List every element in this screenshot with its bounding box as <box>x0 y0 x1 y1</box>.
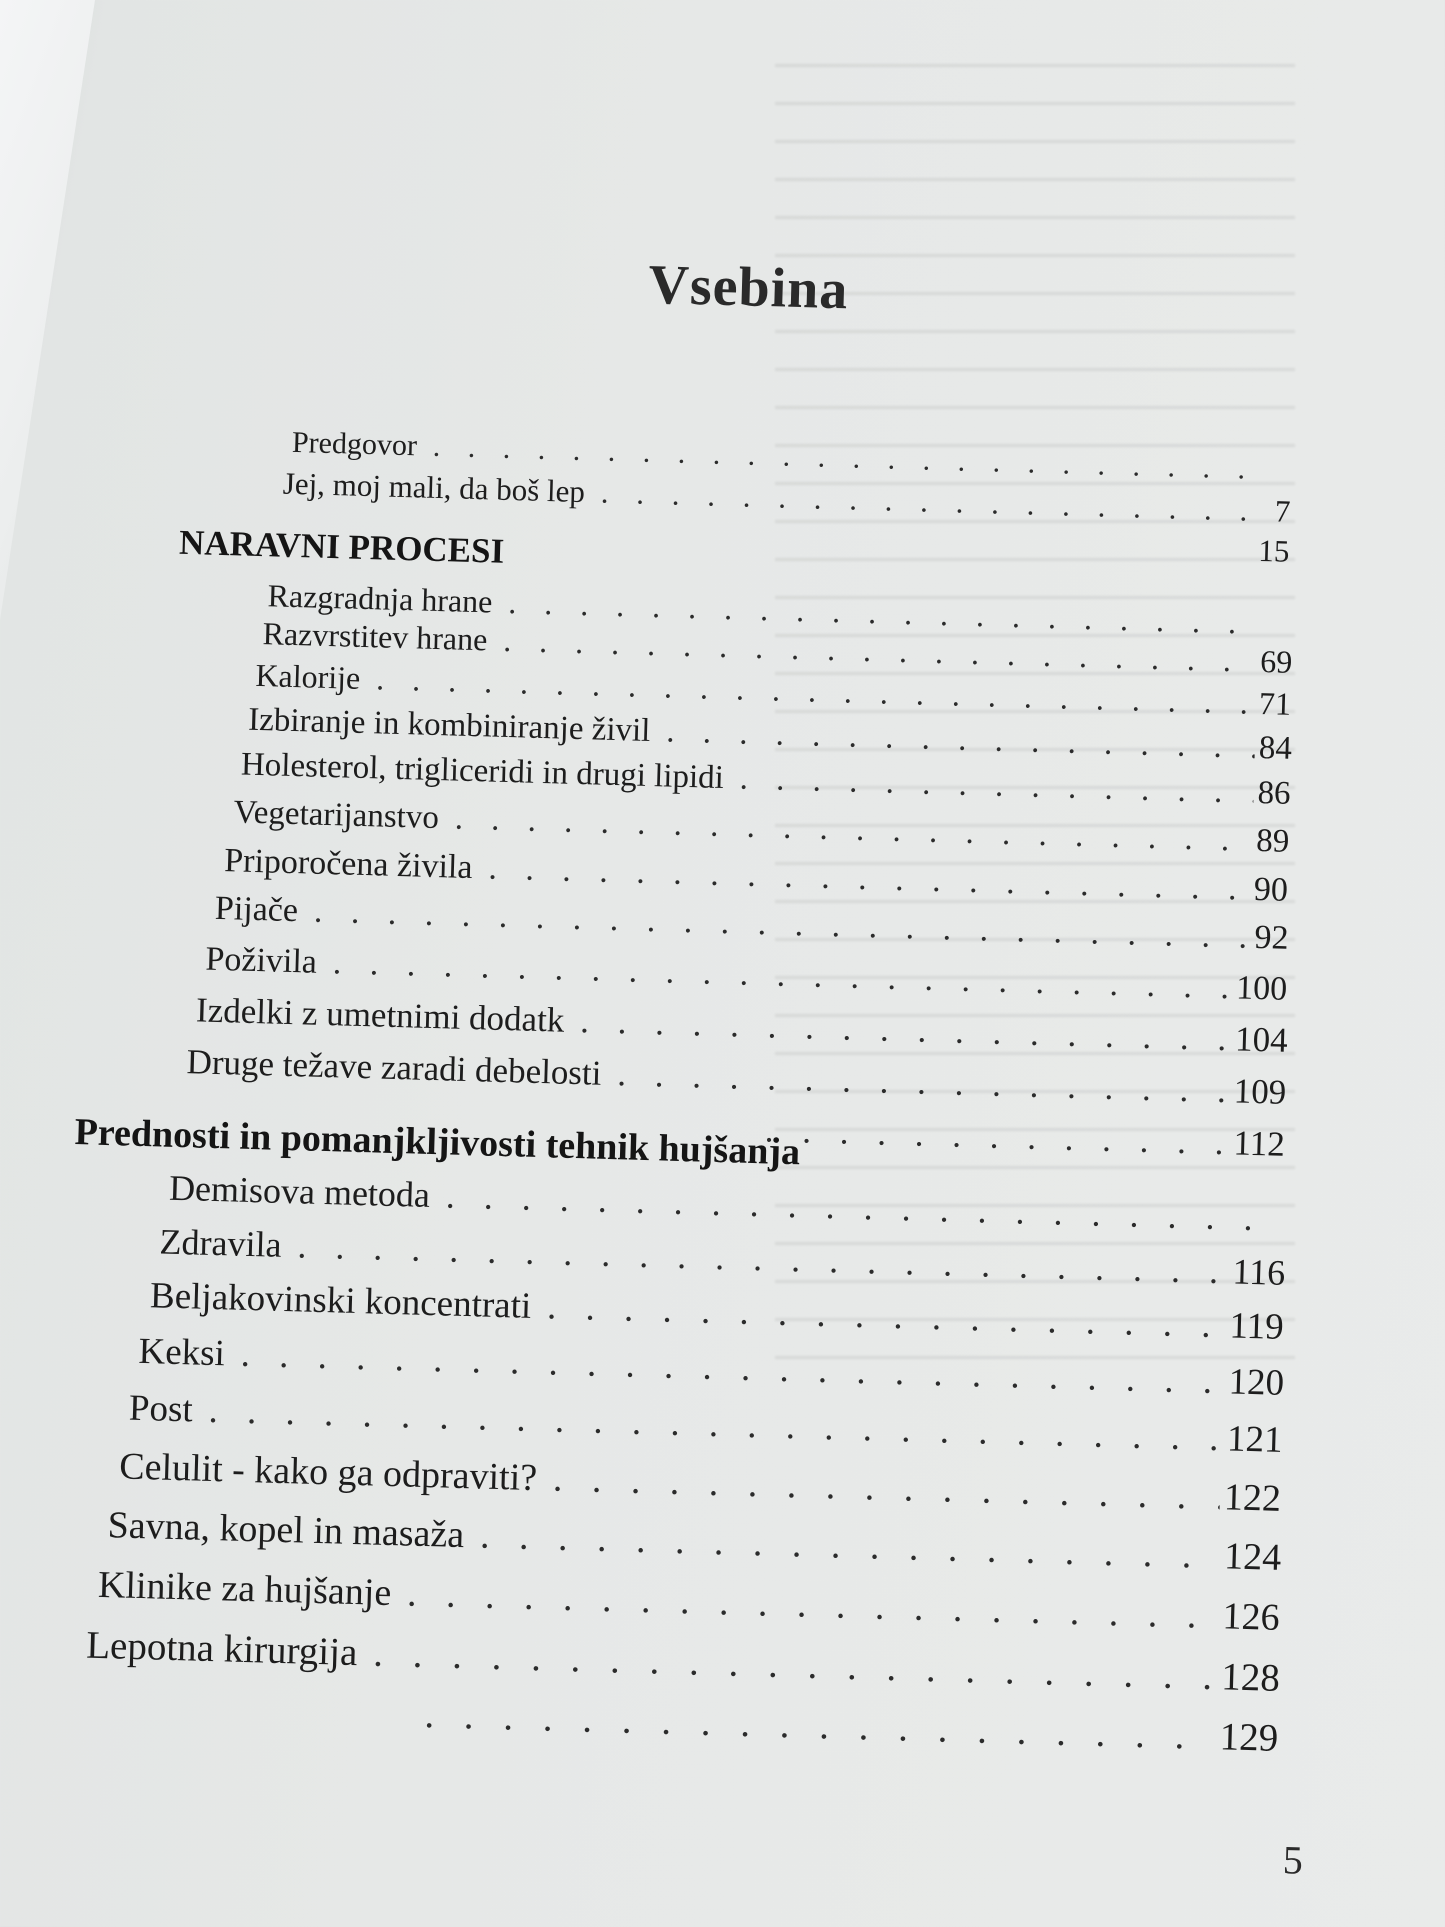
toc-entry-title: Savna, kopel in masaža <box>107 1504 465 1557</box>
toc-entry-title: Vegetarijanstvo <box>233 794 440 837</box>
toc-entry-page: 122 <box>1223 1476 1282 1520</box>
toc-entry-title: Keksi <box>137 1330 226 1375</box>
toc-entry-page: 112 <box>1233 1123 1286 1164</box>
toc-entry-title: Razvrstitev hrane <box>262 615 488 658</box>
toc-entry-title: Celulit - kako ga odpraviti? <box>118 1445 538 1500</box>
toc-leader-dots <box>480 1514 1221 1579</box>
toc-entry-page: 90 <box>1253 870 1289 909</box>
toc-entry-page: 89 <box>1255 822 1290 860</box>
toc-entry-page: 119 <box>1228 1305 1285 1348</box>
toc-leader-dots <box>240 1333 1225 1403</box>
toc-entry-page: 104 <box>1234 1019 1289 1060</box>
toc-entry-page <box>1252 1230 1286 1231</box>
toc-entry-page: 84 <box>1258 729 1293 767</box>
toc-entry-title: Klinike za hujšanje <box>97 1563 392 1615</box>
toc-leader-dots <box>666 713 1256 766</box>
toc-entry-page: 126 <box>1222 1595 1281 1639</box>
toc-leader-dots <box>445 1174 1253 1239</box>
toc-leader-dots <box>552 1457 1220 1520</box>
page-number: 5 <box>1282 1837 1304 1883</box>
toc-leader-dots <box>580 1001 1232 1059</box>
toc-entry-title: Jej, moj mali, da boš lep <box>282 465 586 510</box>
toc-entry-page: 109 <box>1233 1071 1287 1112</box>
toc-entry-title: Pijače <box>214 889 299 930</box>
toc-leader-dots <box>208 1389 1224 1460</box>
toc-entry-title: Priporočena živila <box>223 842 474 887</box>
toc-leader-dots <box>547 1285 1227 1347</box>
toc-entry-page: 100 <box>1235 969 1288 1008</box>
toc-leader-dots <box>764 1110 1230 1163</box>
toc-entry-title: Predgovor <box>291 425 418 463</box>
toc-entry-page: 121 <box>1226 1418 1284 1461</box>
toc-entry-title: Poživila <box>205 940 318 981</box>
toc-entry-page: 124 <box>1223 1535 1282 1579</box>
toc-entry-page: 86 <box>1257 774 1292 812</box>
toc-entry-title: Druge težave zaradi debelosti <box>186 1042 602 1093</box>
toc-leader-dots <box>424 1692 1216 1759</box>
toc-leader-dots <box>617 1054 1230 1111</box>
toc-entry-page <box>1257 479 1291 480</box>
toc-entry-page: 7 <box>1274 493 1291 529</box>
toc-entry-page: 129 <box>1219 1715 1279 1760</box>
toc-entry-page: 128 <box>1220 1655 1281 1700</box>
toc-entry-title: Izbiranje in kombiniranje živil <box>247 701 651 749</box>
toc-entry-page: 15 <box>1257 532 1290 569</box>
toc-entry-page: 71 <box>1258 684 1292 722</box>
toc-entry-page <box>1255 634 1289 635</box>
toc-entry-title: Holesterol, trigliceridi in drugi lipidi <box>240 746 725 797</box>
toc-entry-title: Izdelki z umetnimi dodatk <box>195 990 565 1040</box>
toc-entry-title: Demisova metoda <box>168 1167 431 1215</box>
toc-leader-dots <box>407 1572 1220 1639</box>
toc-entry-page: 92 <box>1254 918 1290 957</box>
toc-entry-page: 69 <box>1259 642 1293 680</box>
toc-section-heading: Prednosti in pomanjkljivosti tehnik hujšanja <box>74 1111 801 1174</box>
toc-leader-dots <box>373 1631 1218 1700</box>
toc-entry-title: Post <box>128 1387 194 1431</box>
toc-entry-title: Zdravila <box>159 1221 283 1265</box>
toc-entry-title: Kalorije <box>254 656 361 696</box>
toc-section-heading: NARAVNI PROCESI <box>178 522 505 571</box>
toc-entry-page: 120 <box>1228 1361 1285 1404</box>
toc-entry-title: Lepotna kirurgija <box>85 1623 358 1675</box>
toc-entry-title: Razgradnja hrane <box>267 577 493 620</box>
toc-leader-dots <box>739 760 1254 811</box>
page-title: Vsebina <box>647 253 850 322</box>
toc-entry-title: Beljakovinski koncentrati <box>149 1275 532 1327</box>
toc-entry-page: 116 <box>1231 1251 1286 1293</box>
